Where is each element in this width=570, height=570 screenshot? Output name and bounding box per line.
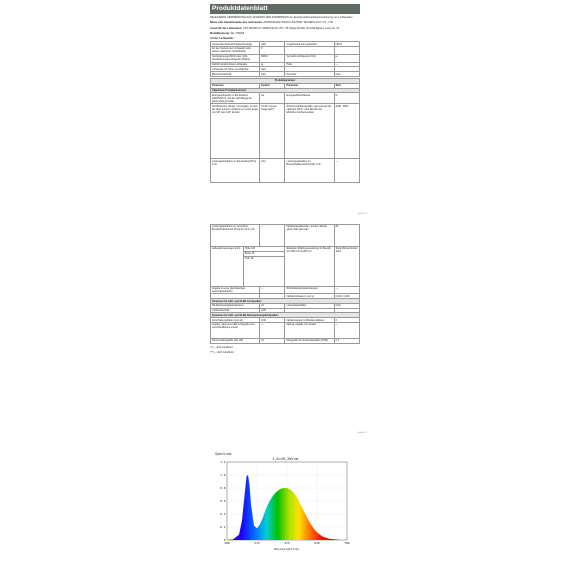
y-tick-label: 1.0 (220, 473, 226, 477)
footnote: (**) — nicht zutreffend (210, 350, 234, 354)
section-header: Produktparameter (211, 78, 360, 83)
y-tick-label: 0.2 (220, 525, 226, 529)
table-row: Tiefe 28 (211, 256, 360, 286)
model-line: Modellkennung: SE / 5266/5 (210, 31, 245, 35)
x-axis-label: Wavelength(nm) (274, 547, 300, 551)
corner-label: Spectrum (215, 452, 232, 456)
section-header: Parameter für LED- und OLED-Netzspannungslichtquellen: (211, 313, 360, 318)
light-source-type-label: Art der Lichtquelle: (210, 37, 234, 41)
x-tick-label: 380 (224, 541, 230, 545)
x-ticks (224, 541, 350, 545)
x-tick-label: 513 (254, 541, 260, 545)
product-parameter-table (210, 78, 360, 183)
table-row: Lichtquelle mit hoher Leuchtdichte: Nein (211, 67, 360, 72)
table-row: Angabe, dass eine LED-Lichtquelle eine Leuchtstofflampe ersetzt — Falls ja, Angabe zum Ersatz — (211, 323, 360, 339)
table-row: Netzspannungs-(MLS) oder nicht-Netzspannungs-Lichtquelle (NMLS): NMLS Vernetzte Lichtquelle (CLS): ja (211, 54, 360, 62)
table-row: Nutzlichtstrom (Φuse), mit Angabe, ob sich der Wert auf den Lichtstrom in einem Kegel von 90° oder 120° bezieht 5 145 in einem Kegel (120°) Ähnliche Farbtemperatur, gerundet auf die nächsten 100 K, oder Bereich der ähnlichen Farbtemperatur 2200...6500 (211, 104, 360, 159)
table-row: Außenabmessungen (mm) Höhe 160 Spektrale Strahlungsverteilung im Bereich von 250 nm bis 800 nm Siehe Bild auf letzter Seite (211, 247, 360, 252)
table-row: Flimmer-Messgröße (Pst LM) 0,1 Messgröße für Stroboskopeffekt (SVM) 0,4 (211, 339, 360, 344)
table-row: Farblich abstimmbare Lichtquelle: ja Hülle: — (211, 62, 360, 67)
supplier-line: Name oder Handelsmarke des Lieferanten: ZHONGSHAN DOHKA LIGHTING TECHNOLOGY CO., LTD (210, 21, 333, 25)
y-tick-label: 1.2 (220, 460, 226, 464)
x-tick-label: 780 (344, 541, 350, 545)
regulation-text: DELEGIERTE VERORDNUNG (EU) 2019/2015 DER KOMMISSION zur Energieverbrauchskennzeichnung von Lichtquellen (210, 16, 353, 20)
x-tick-label: 475 (284, 541, 290, 545)
footnote: (*) — nicht zutreffend (210, 345, 233, 349)
section-header: Allgemeine Produktparameter: (211, 88, 360, 93)
table-row: Farbkoordinaten (x und y) 0,440 / 0,403 (211, 294, 360, 299)
table-row: Leistungsaufnahme im vernetzten Bereitschaftsbetrieb (Pnet) für CLS in W — Farbwiedergabeindex, auf die nächste ganze Zahl gerundet 84 (211, 225, 360, 247)
table-row: Leistungsaufnahme im Ein-Zustand (Pon) in W 24,2 Leistungsaufnahme im Bereitschaftszustand (Psb) in W — (211, 159, 360, 183)
table-row: Blendschutzschild: Nein Dimmbar: Nein (211, 72, 360, 77)
y-tick-label: 0.8 (220, 486, 226, 490)
y-tick-label: 0.4 (220, 512, 226, 516)
table-row: Verwendete Beleuchtungstechnologie: LED Ungebündelt oder gebündelt: NDLS (211, 42, 360, 47)
datasheet-page-1 (210, 4, 367, 215)
table-row: Lichtstromerhalt 0,96 (211, 308, 360, 313)
x-tick-label: 630 (314, 541, 320, 545)
address-line: Anschrift des Lieferanten: UST PRODUCT SERVICE UK LTD., 56 Shaps Rd NE, WI 4JW Egham Lane No. 76 (210, 26, 340, 30)
table-row: Breite 35 (211, 251, 360, 256)
light-source-table (210, 41, 360, 77)
section-header: Parameter für LED- und OLED-Lichtquellen: (211, 299, 360, 304)
spectrum-chart (215, 451, 354, 552)
table-row: Art des Sockels der Lichtquelle (oder andere elektrische Schnittstelle) Z (211, 47, 360, 55)
datasheet-page-2 (210, 224, 367, 434)
page-title: Produktdatenblatt (210, 4, 360, 14)
y-ticks (220, 460, 226, 542)
y-tick-label: 0 (223, 538, 226, 542)
page-number: Seite 2 / 3 (357, 432, 367, 434)
page-number: Seite 1 / 3 (357, 213, 367, 215)
table-header-row: Parameter Symbol Parameter Wert (211, 83, 360, 88)
y-tick-label: 0.6 (220, 499, 226, 503)
table-row: Verschiebungsfaktor (cos φ1) 0,90 Farbkonsistenz in McAdam-Ellipsen 6 (211, 318, 360, 323)
table-row: Angabe zu einer gleichwertigen Leistungsaufnahme — R9-Farbwiedergabeindexwert — (211, 286, 360, 294)
table-row: R9-Farbwiedergabeindexwert 24 Lebensdauerfaktor 0,90 (211, 303, 360, 308)
table-row: Energieverbrauch im Ein-Zustand (kWh/1000 h), auf die nächstliegende ganze Zahl gerundet 3a Energieeffizienzklasse D (211, 93, 360, 104)
parameter-table-continued (210, 224, 360, 344)
chart-title: 1,0=49,2W/nm (272, 457, 298, 461)
